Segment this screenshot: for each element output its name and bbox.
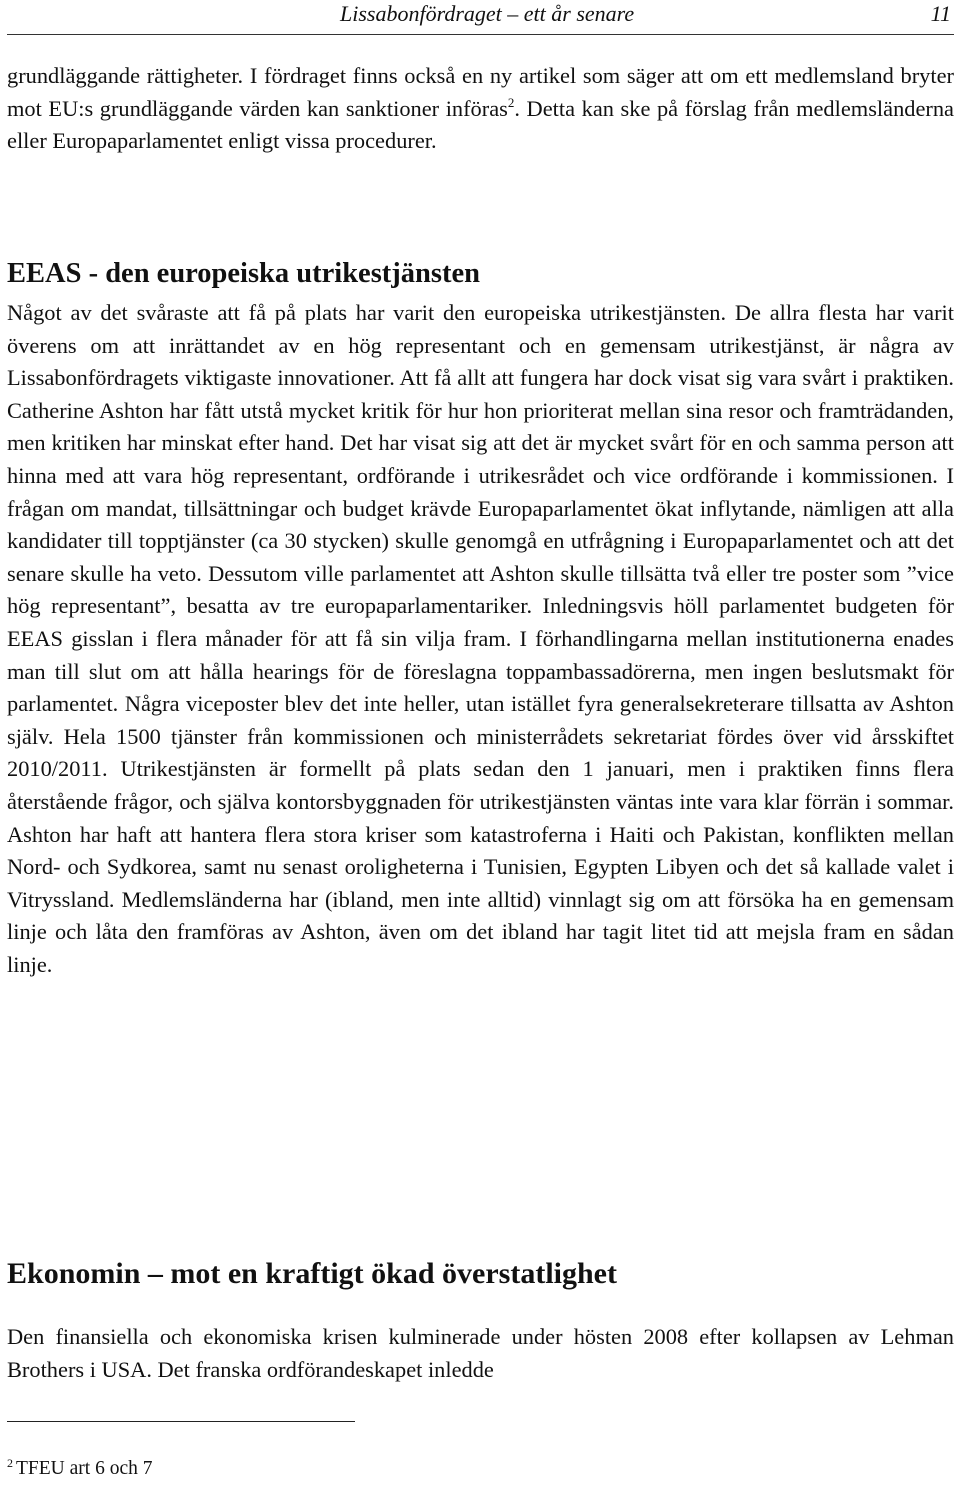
intro-text: grundläggande rättigheter. I fördraget finns också en ny artikel som säger att om ett medlemsland bryter mot EU:s grundläggande värden kan sanktioner införas xyxy=(7,63,954,121)
running-header xyxy=(7,0,954,35)
intro-paragraph xyxy=(7,60,954,158)
footnote-text: TFEU art 6 och 7 xyxy=(16,1458,153,1479)
footnote-separator xyxy=(7,1421,355,1422)
footnote-reference[interactable]: 2 xyxy=(507,94,515,110)
eeas-paragraph: Något av det svåraste att få på plats har varit den europeiska utrikestjänsten. De allra flesta har varit överens om att inrättandet av en hög representant och en gemensam utrikestjänst, är några av Lissabonfördragets viktigaste innovationer. Att få allt att fungera har dock visat sig vara svårt i praktiken. Catherine Ashton har fått utstå mycket kritik för hur hon prioriterat mellan sina resor och framträdanden, men kritiken har minskat efter hand. Det har visat sig att det är mycket svårt för en och samma person att hinna med att vara hög representant, ordförande i utrikesrådet och vice ordförande i kommissionen. I frågan om mandat, tillsättningar och budget krävde Europaparlamentet ökat inflytande, nämligen att alla kandidater till topptjänster (ca 30 stycken) skulle genomgå en utfrågning i Europaparlamentet och att det senare skulle ha veto. Dessutom ville parlamentet att Ashton skulle tillsätta två eller tre poster som ”vice hög representant”, besatta av tre europaparlamentariker. Inledningsvis höll parlamentet budgeten för EEAS gisslan i flera månader för att få sin vilja fram. I förhandlingarna mellan institutionerna enades man till slut om att hålla hearings för de föreslagna toppambassadörerna, men ingen beslutsmakt för parlamentet. Några viceposter blev det inte heller, utan istället fyra generalsekreterare tillsatta av Ashton själv. Hela 1500 tjänster från kommissionen och ministerrådets sekretariat fördes över vid årsskiftet 2010/2011. Utrikestjänsten är formellt på plats sedan den 1 januari, men i praktiken finns flera återstående frågor, och själva kontorsbyggnaden för utrikestjänsten väntas inte vara klar förrän i sommar. Ashton har haft att hantera flera stora kriser som katastroferna i Haiti och Pakistan, konflikten mellan Nord- och Sydkorea, samt nu senast oroligheterna i Tunisien, Egypten Libyen och det så kallade valet i Vitryssland. Medlemsländerna har (ibland, men inte alltid) vinnlagt sig om att försöka ha en gemensam linje och låta den framföras av Ashton, även om det ibland har tagit litet tid att mejsla fram en sådan linje. xyxy=(7,300,954,977)
document-page xyxy=(7,0,954,1487)
page-number: 11 xyxy=(930,1,951,26)
running-header-title: Lissabonfördraget – ett år senare xyxy=(340,1,635,26)
intro-text-continued: . Detta kan ske på förslag från medlemsländerna eller Europaparlamentet enligt vissa procedurer. xyxy=(7,95,954,154)
section-heading-ekonomi: Ekonomin – mot en kraftigt ökad överstatlighet xyxy=(7,1257,617,1290)
ekonomi-paragraph: Den finansiella och ekonomiska krisen kulminerade under hösten 2008 efter kollapsen av Lehman Brothers i USA. Det franska ordförandeskapet inledde xyxy=(7,1324,954,1382)
footnote xyxy=(7,1457,152,1481)
section-heading-eeas: EEAS - den europeiska utrikestjänsten xyxy=(7,258,480,289)
footnote-number: 2 xyxy=(7,1456,13,1470)
